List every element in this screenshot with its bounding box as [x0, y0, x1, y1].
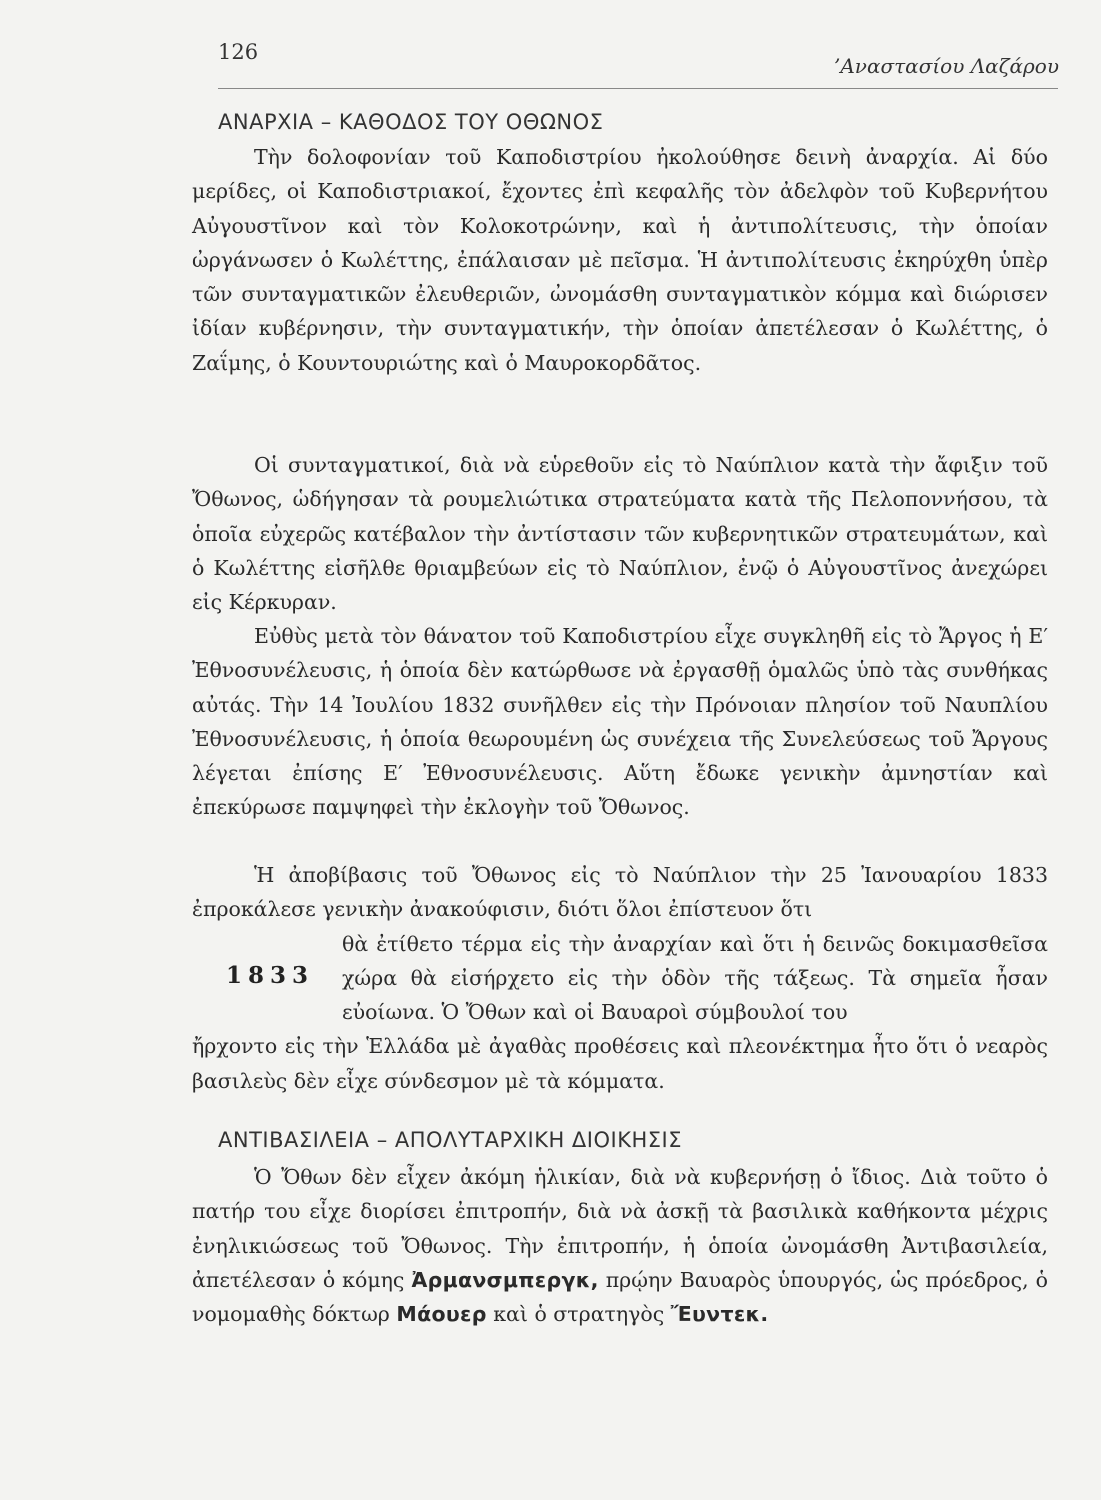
section-heading-anarchy: ΑΝΑΡΧΙΑ – ΚΑΘΟΔΟΣ ΤΟΥ ΟΘΩΝΟΣ: [218, 110, 604, 134]
name-armansperg: Ἀρμανσμπεργκ,: [411, 1267, 599, 1292]
header-rule: [218, 88, 1058, 89]
paragraph-assassination: Τὴν δολοφονίαν τοῦ Καποδιστρίου ἠκολούθησε δεινὴ ἀναρχία. Αἱ δύο μερίδες, οἱ Καποδιστριακοί, ἔχοντες ἐπὶ κεφαλῆς τὸν ἀδελφὸν τοῦ Κυβερνήτου Αὐγουστῖνον καὶ τὸν Κολοκοτρώνην, καὶ ἡ ἀντιπολίτευσις, τὴν ὁποίαν ὠργάνωσεν ὁ Κωλέττης, ἐπάλαισαν μὲ πεῖσμα. Ἡ ἀντιπολίτευσις ἐκηρύχθη ὑπὲρ τῶν συνταγματικῶν ἐλευθεριῶν, ὠνομάσθη συνταγματικὸν κόμμα καὶ διώρισεν ἰδίαν κυβέρνησιν, τὴν συνταγματικήν, τὴν ὁποίαν ἀπετέλεσαν ὁ Κωλέττης, ὁ Ζαΐμης, ὁ Κουντουριώτης καὶ ὁ Μαυροκορδᾶτος.: [192, 145, 1048, 375]
paragraph-constitutionalists: Οἱ συνταγματικοί, διὰ νὰ εὑρεθοῦν εἰς τὸ Ναύπλιον κατὰ τὴν ἄφιξιν τοῦ Ὄθωνος, ὡδήγησαν τὰ ρουμελιώτικα στρατεύματα κατὰ τῆς Πελοποννήσου, τὰ ὁποῖα εὐχερῶς κατέβαλον τὴν ἀντίστασιν τῶν κυβερνητικῶν στρατευμάτων, καὶ ὁ Κωλέττης εἰσῆλθε θριαμβεύων εἰς τὸ Ναύπλιον, ἐνῷ ὁ Αὐγουστῖνος ἀνεχώρει εἰς Κέρκυραν.: [192, 453, 1048, 615]
running-head: ’Αναστασίου Λαζάρου: [834, 54, 1059, 78]
paragraph-national-assembly: Εὐθὺς μετὰ τὸν θάνατον τοῦ Καποδιστρίου εἶχε συγκληθῆ εἰς τὸ Ἄργος ἡ Ε′ Ἐθνοσυνέλευσις, ἡ ὁποία δὲν κατώρθωσε νὰ ἐργασθῇ ὁμαλῶς ὑπὸ τὰς συνθήκας αὐτάς. Τὴν 14 Ἰουλίου 1832 συνῆλθεν εἰς τὴν Πρόνοιαν πλησίον τοῦ Ναυπλίου Ἐθνοσυνέλευσις, ἡ ὁποία θεωρουμένη ὡς συνέχεια τῆς Συνελεύσεως τοῦ Ἄργους λέγεται ἐπίσης Ε′ Ἐθνοσυνέλευσις. Αὕτη ἔδωκε γενικὴν ἀμνηστίαν καὶ ἐπεκύρωσε παμψηφεὶ τὴν ἐκλογὴν τοῦ Ὄθωνος.: [192, 624, 1048, 820]
arrival-rest-lines: ἤρχοντο εἰς τὴν Ἑλλάδα μὲ ἀγαθὰς προθέσεις καὶ πλεονέκτημα ἦτο ὅτι ὁ νεαρὸς βασιλεὺς δὲν εἶχε σύνδεσμον μὲ τὰ κόμματα.: [192, 1034, 1048, 1093]
arrival-first-lines: Ἡ ἀποβίβασις τοῦ Ὄθωνος εἰς τὸ Ναύπλιον τὴν 25 Ἰανουαρίου 1833 ἐπροκάλεσε γενικὴν ἀνακούφισιν, διότι ὅλοι ἐπίστευον ὅτι: [192, 863, 1048, 922]
regency-text-3: καὶ ὁ στρατηγὸς: [493, 1302, 665, 1327]
arrival-narrow-lines: θὰ ἐτίθετο τέρμα εἰς τὴν ἀναρχίαν καὶ ὅτι ἡ δεινῶς δοκιμασθεῖσα χώρα θὰ εἰσήρχετο εἰς τὴν ὁδὸν τῆς τάξεως. Τὰ σημεῖα ἦσαν εὐοίωνα. Ὁ Ὄθων καὶ οἱ Βαυαροὶ σύμβουλοί του: [342, 931, 1048, 1025]
name-maurer: Μάουερ: [396, 1302, 487, 1327]
section-heading-regency: ΑΝΤΙΒΑΣΙΛΕΙΑ – ΑΠΟΛΥΤΑΡΧΙΚΗ ΔΙΟΙΚΗΣΙΣ: [218, 1128, 683, 1152]
paragraph-regency: [192, 1160, 1048, 1331]
regency-text-1: Ὁ Ὄθων δὲν εἶχεν ἀκόμη ἡλικίαν, διὰ νὰ κυβερνήσῃ ὁ ἴδιος. Διὰ τοῦτο ὁ πατήρ του εἶχε διορίσει ἐπιτροπήν, διὰ νὰ ἀσκῇ τὰ βασιλικὰ καθήκοντα μέχρις ἐνηλικιώσεως τοῦ Ὄθωνος. Τὴν ἐπιτροπήν, ἡ ὁποία ὠνομάσθη Ἀντιβασιλεία, ἀπετέλεσαν ὁ κόμης: [192, 1165, 1048, 1292]
name-heideck: Ἔυντεκ.: [670, 1302, 769, 1327]
page-number: 126: [218, 40, 259, 64]
margin-year: 1833: [226, 962, 315, 989]
regency-text-2: πρῴην Βαυαρὸς ὑπουργός, ὡς πρόεδρος, ὁ νομομαθὴς δόκτωρ: [192, 1267, 1048, 1327]
paragraph-otto-arrival: [192, 858, 1048, 1098]
